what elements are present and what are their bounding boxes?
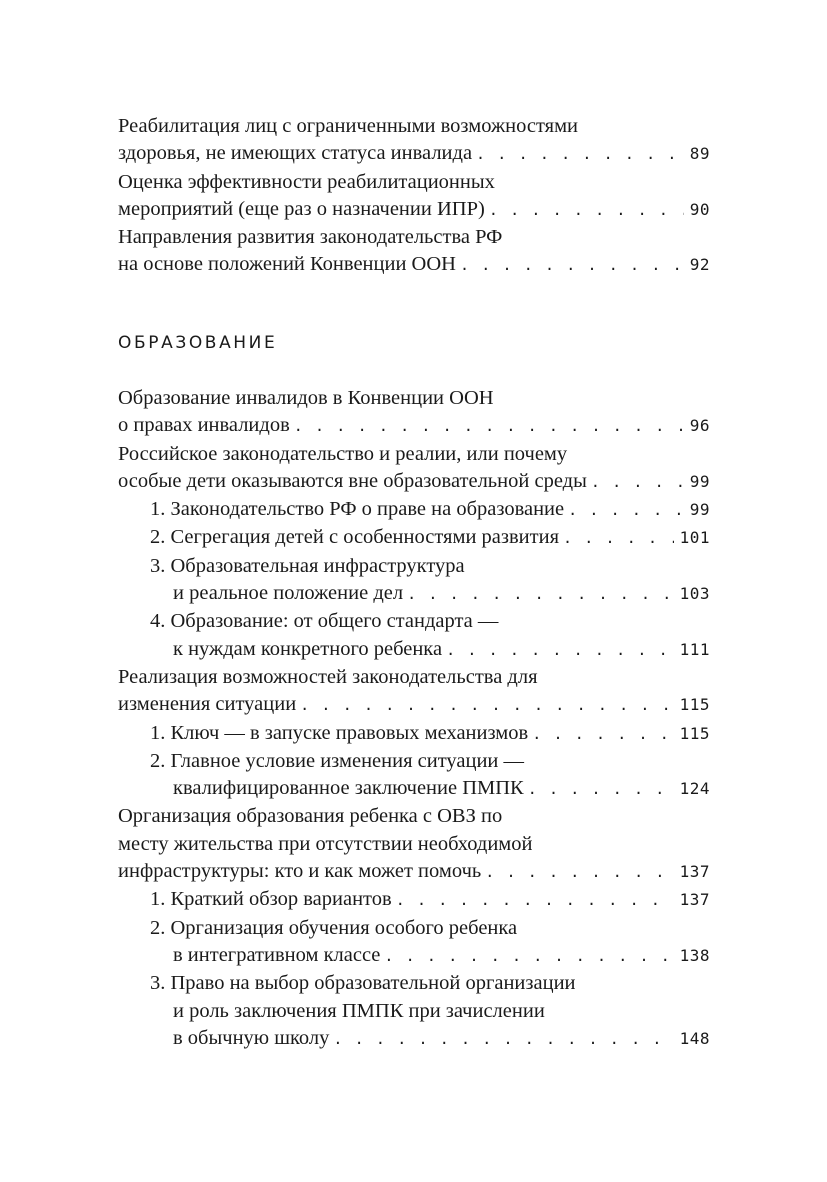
toc-entry-line: [118, 664, 710, 691]
toc-entry-line: [118, 608, 710, 635]
toc-page-number: 92: [689, 255, 710, 275]
toc-page-number: 115: [679, 695, 710, 715]
toc-entry[interactable]: [118, 441, 710, 497]
toc-entry-title: инфраструктуры: кто и как может помочь: [118, 860, 482, 883]
toc-entry-line: [118, 803, 710, 830]
toc-page-number: 103: [679, 584, 710, 604]
toc-page-number: 138: [679, 945, 710, 965]
dot-leader: [446, 637, 674, 664]
toc-entry-title: Российское законодательство и реалии, или почему: [118, 442, 568, 465]
toc-entry-line: [118, 224, 710, 251]
toc-entry-line: [118, 441, 710, 468]
toc-entry-line: [118, 196, 710, 224]
dot-leader: [532, 721, 673, 748]
toc-page-number: 148: [679, 1028, 710, 1048]
toc-entry-line: [118, 1025, 710, 1053]
toc-entry-line: [118, 251, 710, 279]
toc-page-number: 89: [689, 144, 710, 164]
toc-entry-title: 3. Образовательная инфраструктура: [150, 554, 465, 577]
toc-entry-line: [118, 169, 710, 196]
toc-subentry[interactable]: [118, 608, 710, 664]
toc-entry-line: [118, 468, 710, 496]
toc-entry-title: здоровья, не имеющих статуса инвалида: [118, 142, 473, 165]
toc-page-number: 101: [679, 528, 710, 548]
toc-entry-line: [118, 858, 710, 886]
dot-leader: [300, 692, 673, 719]
toc-entry-title: квалифицированное заключение ПМПК: [173, 777, 524, 800]
dot-leader: [476, 141, 684, 168]
dot-leader: [460, 252, 684, 279]
dot-leader: [333, 1026, 673, 1053]
toc-page-number: 96: [689, 416, 710, 436]
toc-entry-title: Образование инвалидов в Конвенции ООН: [118, 387, 494, 409]
toc-entry-line: [118, 886, 710, 914]
toc-entry-title: на основе положений Конвенции ООН: [118, 253, 456, 276]
toc-entry-line: [118, 720, 710, 748]
toc-entry-title: 4. Образование: от общего стандарта —: [150, 610, 499, 633]
toc-entry-title: в обычную школу: [173, 1026, 330, 1049]
toc-entry-title: Оценка эффективности реабилитационных: [118, 170, 495, 193]
toc-entry-title: в интегративном классе: [173, 943, 381, 966]
toc-subentry[interactable]: [118, 496, 710, 524]
section-heading: ОБРАЗОВАНИЕ: [118, 333, 278, 353]
toc-page-number: 99: [689, 500, 710, 520]
toc-entry-line: [118, 524, 710, 552]
dot-leader: [528, 776, 674, 803]
toc-subentry[interactable]: [118, 720, 710, 748]
dot-leader: [396, 887, 674, 914]
toc-entry[interactable]: [118, 803, 710, 886]
toc-entry[interactable]: [118, 664, 710, 720]
toc-entry-title: и роль заключения ПМПК при зачислении: [173, 999, 545, 1022]
toc-subentry[interactable]: [118, 524, 710, 552]
toc-entry-title: Организация образования ребенка с ОВЗ по: [118, 805, 503, 828]
toc-entry-line: [118, 998, 710, 1025]
dot-leader: [489, 197, 684, 224]
toc-entry-title: Направления развития законодательства РФ: [118, 226, 503, 249]
toc-entry-line: [118, 775, 710, 803]
toc-entry-line: [118, 942, 710, 970]
toc-entry-title: 3. Право на выбор образовательной организации: [150, 972, 576, 995]
toc-page-number: 115: [679, 723, 710, 743]
toc-subentry[interactable]: [118, 970, 710, 1053]
toc-entry-line: [118, 140, 710, 168]
toc-subentry[interactable]: [118, 915, 710, 971]
dot-leader: [294, 413, 684, 440]
toc-previous-section: [118, 113, 710, 280]
toc-subentry[interactable]: [118, 748, 710, 804]
toc-entry-line: [118, 113, 710, 140]
toc-education-section: [118, 385, 710, 1053]
toc-entry-line: [118, 496, 710, 524]
dot-leader: [485, 859, 673, 886]
toc-entry-title: 1. Ключ — в запуске правовых механизмов: [150, 721, 529, 744]
toc-entry-line: [118, 553, 710, 580]
toc-entry-title: 2. Организация обучения особого ребенка: [150, 916, 518, 939]
toc-entry-title: мероприятий (еще раз о назначении ИПР): [118, 197, 485, 220]
toc-entry-line: [118, 412, 710, 440]
toc-entry-title: о правах инвалидов: [118, 414, 290, 437]
toc-page-number: 99: [689, 471, 710, 491]
toc-entry-title: 2. Сегрегация детей с особенностями развития: [150, 526, 559, 549]
toc-entry-line: [118, 580, 710, 608]
toc-page-number: 90: [689, 199, 710, 219]
toc-entry[interactable]: [118, 169, 710, 225]
toc-page-number: 137: [679, 890, 710, 910]
toc-entry-line: [118, 385, 710, 412]
toc-page-number: 111: [679, 639, 710, 659]
toc-entry-title: 1. Законодательство РФ о праве на образование: [150, 498, 565, 521]
toc-page-number: 137: [679, 862, 710, 882]
dot-leader: [563, 525, 674, 552]
toc-subentry[interactable]: [118, 553, 710, 609]
toc-entry-title: месту жительства при отсутствии необходимой: [118, 832, 533, 855]
toc-subentry[interactable]: [118, 886, 710, 914]
toc-entry-title: 2. Главное условие изменения ситуации —: [150, 749, 525, 772]
toc-entry-title: 1. Краткий обзор вариантов: [150, 888, 392, 911]
toc-entry-line: [118, 970, 710, 997]
toc-entry[interactable]: [118, 113, 710, 169]
toc-entry-title: к нуждам конкретного ребенка: [173, 637, 443, 660]
dot-leader: [591, 469, 684, 496]
toc-page-number: 124: [679, 779, 710, 799]
toc-entry-title: Реализация возможностей законодательства для: [118, 665, 538, 688]
dot-leader: [568, 497, 684, 524]
toc-entry-line: [118, 691, 710, 719]
toc-entry-line: [118, 636, 710, 664]
toc-entry-title: Реабилитация лиц с ограниченными возможностями: [118, 115, 579, 137]
toc-entry-title: и реальное положение дел: [173, 582, 404, 605]
dot-leader: [384, 943, 673, 970]
toc-entry-title: особые дети оказываются вне образовательной среды: [118, 469, 587, 492]
dot-leader: [407, 581, 674, 608]
toc-entry-title: изменения ситуации: [118, 693, 297, 716]
toc-entry[interactable]: [118, 385, 710, 441]
toc-entry-line: [118, 831, 710, 858]
toc-entry-line: [118, 748, 710, 775]
toc-entry-line: [118, 915, 710, 942]
toc-entry[interactable]: [118, 224, 710, 280]
